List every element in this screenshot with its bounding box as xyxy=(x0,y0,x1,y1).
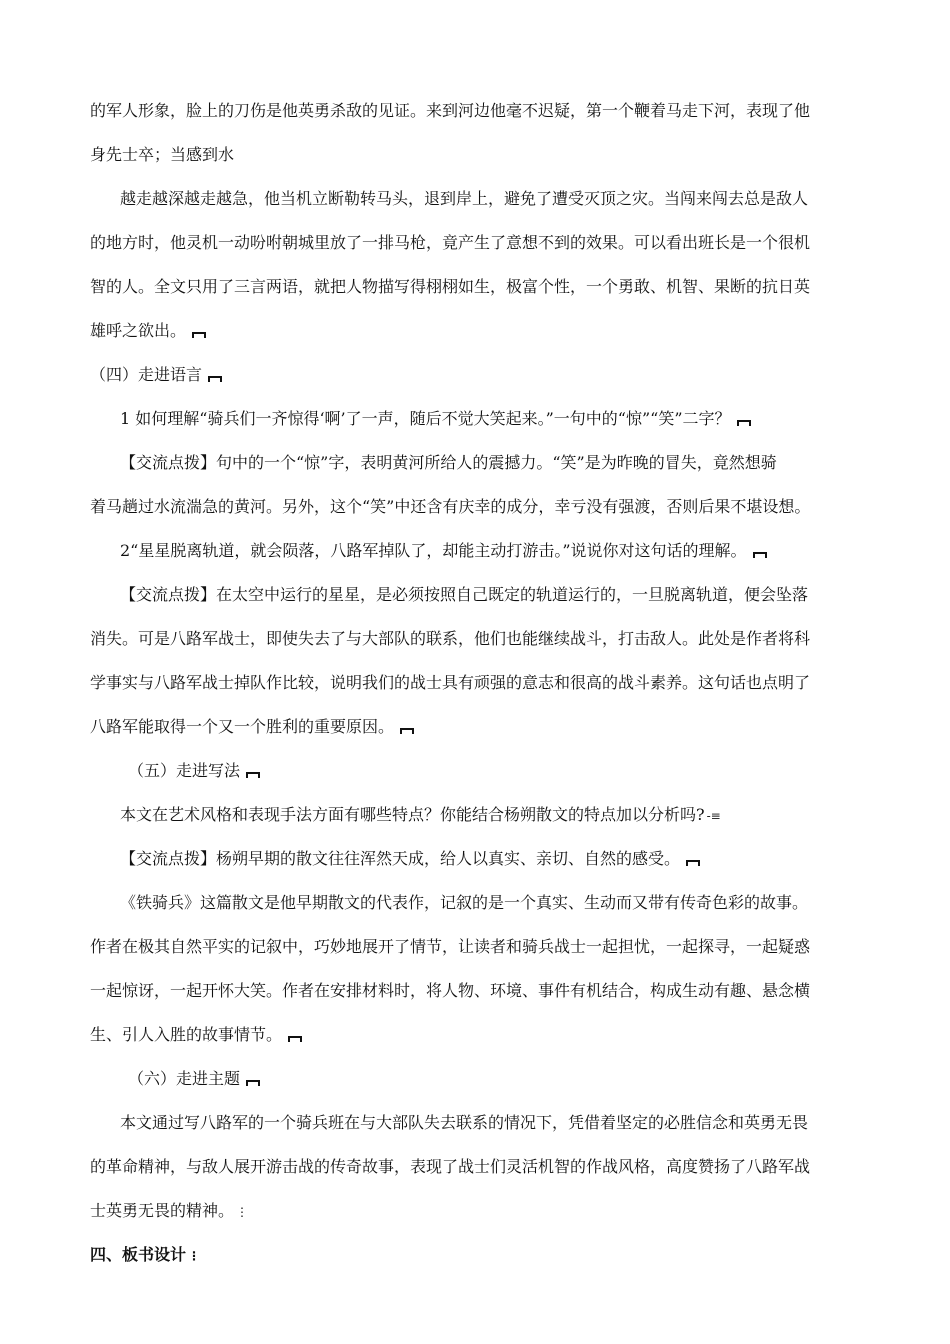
paragraph-line: 【交流点拨】在太空中运行的星星，是必须按照自己既定的轨道运行的，一旦脱离轨道，便会坠落 xyxy=(120,585,809,604)
paragraph-line: 【交流点拨】杨朔早期的散文往往浑然天成，给人以真实、亲切、自然的感受。 xyxy=(120,849,700,869)
paragraph-line: 消失。可是八路军战士，即使失去了与大部队的联系，他们也能继续战斗，打击敌人。此处是作者将科 xyxy=(90,629,811,648)
paragraph-line: 生、引人入胜的故事情节。 xyxy=(90,1025,302,1045)
colon-mark-icon: ⋮ xyxy=(236,1205,249,1219)
paragraph-mark-icon xyxy=(192,332,206,338)
paragraph-line: 的地方时，他灵机一动吩咐朝城里放了一排马枪，竟产生了意想不到的效果。可以看出班长是一个很机 xyxy=(90,233,811,252)
paragraph-mark-icon xyxy=(753,552,767,558)
question-line: 1 如何理解“骑兵们一齐惊得‘啊’了一声，随后不觉大笑起来。”一句中的“惊”“笑”二字？ xyxy=(120,409,751,429)
section-title: 四、板书设计 ⋮ xyxy=(90,1245,201,1264)
paragraph-line: 越走越深越走越急，他当机立断勒转马头，退到岸上，避免了遭受灭顶之灾。当闯来闯去总是敌人 xyxy=(120,189,809,208)
section-heading: （六）走进主题 xyxy=(128,1069,260,1089)
question-line: 2“星星脱离轨道，就会陨落，八路军掉队了，却能主动打游击。”说说你对这句话的理解。 xyxy=(120,541,767,561)
paragraph-line: 身先士卒；当感到水 xyxy=(90,145,235,164)
paragraph-mark-icon xyxy=(246,1080,260,1086)
paragraph-line: 学事实与八路军战士掉队作比较，说明我们的战士具有顽强的意志和很高的战斗素养。这句话也点明了 xyxy=(90,673,811,692)
section-heading: （五）走进写法 xyxy=(128,761,260,781)
paragraph-mark-icon xyxy=(208,376,222,382)
colon-mark-icon: ⋮ xyxy=(188,1249,201,1263)
paragraph-mark-icon xyxy=(400,728,414,734)
paragraph-line: 着马趟过水流湍急的黄河。另外，这个“笑”中还含有庆幸的成分，幸亏没有强渡，否则后果不堪设想。 xyxy=(90,497,811,516)
paragraph-line: 士英勇无畏的精神。 ⋮ xyxy=(90,1201,249,1220)
paragraph-mark-icon xyxy=(686,860,700,866)
paragraph-line: 作者在极其自然平实的记叙中，巧妙地展开了情节，让读者和骑兵战士一起担忧，一起探寻，一起疑惑 xyxy=(90,937,811,956)
paragraph-line: 一起惊讶，一起开怀大笑。作者在安排材料时，将人物、环境、事件有机结合，构成生动有趣、悬念横 xyxy=(90,981,811,1000)
paragraph-line: 八路军能取得一个又一个胜利的重要原因。 xyxy=(90,717,414,737)
paragraph-mark-icon xyxy=(288,1036,302,1042)
question-line: 本文在艺术风格和表现手法方面有哪些特点？你能结合杨朔散文的特点加以分析吗? -≡ xyxy=(120,805,721,824)
paragraph-line: 智的人。全文只用了三言两语，就把人物描写得栩栩如生，极富个性，一个勇敢、机智、果断的抗日英 xyxy=(90,277,811,296)
paragraph-line: 【交流点拨】句中的一个“惊”字，表明黄河所给人的震撼力。“笑”是为昨晚的冒失，竟然想骑 xyxy=(120,453,777,472)
equivalent-mark-icon: -≡ xyxy=(706,809,721,823)
paragraph-mark-icon xyxy=(246,772,260,778)
section-heading: （四）走进语言 xyxy=(90,365,222,385)
paragraph-line: 的军人形象，脸上的刀伤是他英勇杀敌的见证。来到河边他毫不迟疑，第一个鞭着马走下河，表现了他 xyxy=(90,101,811,120)
paragraph-line: 的革命精神，与敌人展开游击战的传奇故事，表现了战士们灵活机智的作战风格，高度赞扬了八路军战 xyxy=(90,1157,811,1176)
paragraph-line: 《铁骑兵》这篇散文是他早期散文的代表作，记叙的是一个真实、生动而又带有传奇色彩的故事。 xyxy=(120,893,809,912)
paragraph-line: 雄呼之欲出。 xyxy=(90,321,206,341)
paragraph-mark-icon xyxy=(737,420,751,426)
paragraph-line: 本文通过写八路军的一个骑兵班在与大部队失去联系的情况下，凭借着坚定的必胜信念和英勇无畏 xyxy=(120,1113,809,1132)
